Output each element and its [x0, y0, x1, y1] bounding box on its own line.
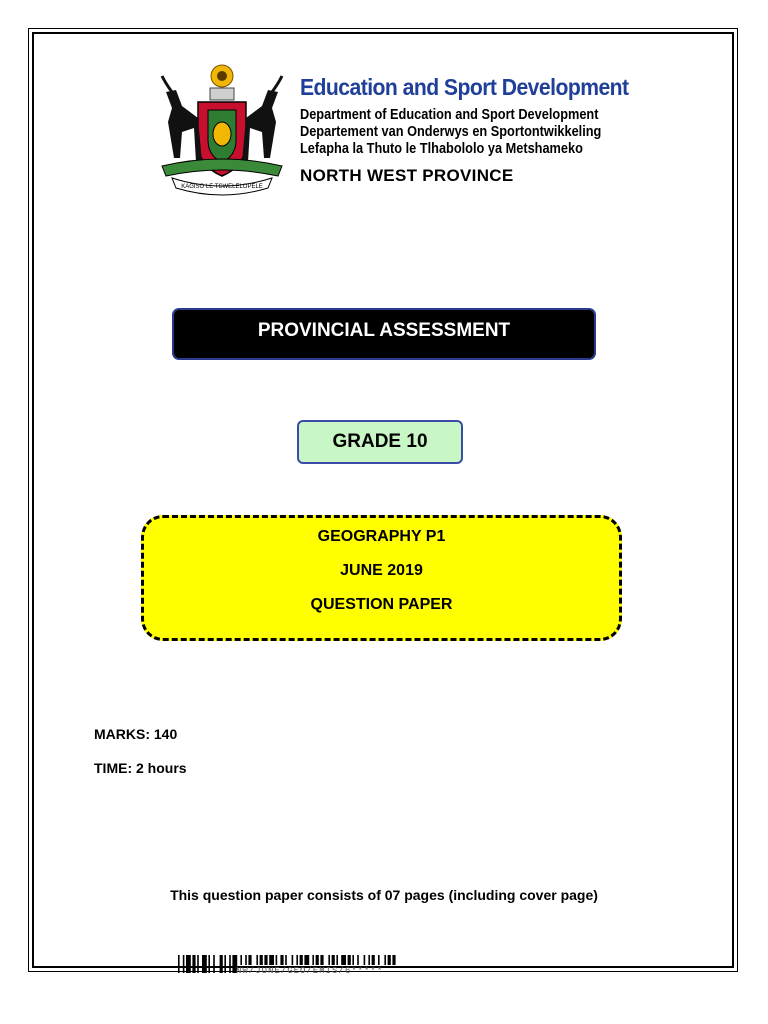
department-header	[300, 74, 629, 186]
province-name: NORTH WEST PROVINCE	[300, 166, 514, 185]
crest-motto: KAGISO LE TSWELELOPELE	[181, 184, 263, 190]
grade-box	[297, 420, 463, 464]
org-line-afrikaans: Departement van Onderwys en Sportontwikkeling	[300, 124, 602, 140]
org-line-english: Department of Education and Sport Development	[300, 107, 599, 123]
assessment-banner	[172, 308, 596, 360]
assessment-title: PROVINCIAL ASSESSMENT	[257, 320, 511, 341]
org-line-setswana: Lefapha la Thuto le Tlhabololo ya Metshameko	[300, 141, 583, 157]
paper-subject: GEOGRAPHY P1	[317, 528, 446, 545]
time-text: TIME: 2 hours	[94, 760, 187, 776]
barcode-text: NW/JUNE/GEO/EMIS/6*****	[236, 966, 384, 976]
org-main-title: Education and Sport Development	[300, 74, 629, 100]
coat-of-arms-icon	[152, 62, 292, 196]
grade-label: GRADE 10	[332, 431, 428, 452]
page-count-note: This question paper consists of 07 pages (including cover page)	[170, 887, 598, 903]
paper-details-box	[141, 515, 622, 641]
paper-date: JUNE 2019	[340, 562, 423, 579]
paper-type: QUESTION PAPER	[310, 596, 453, 613]
marks-text: MARKS: 140	[94, 726, 178, 742]
